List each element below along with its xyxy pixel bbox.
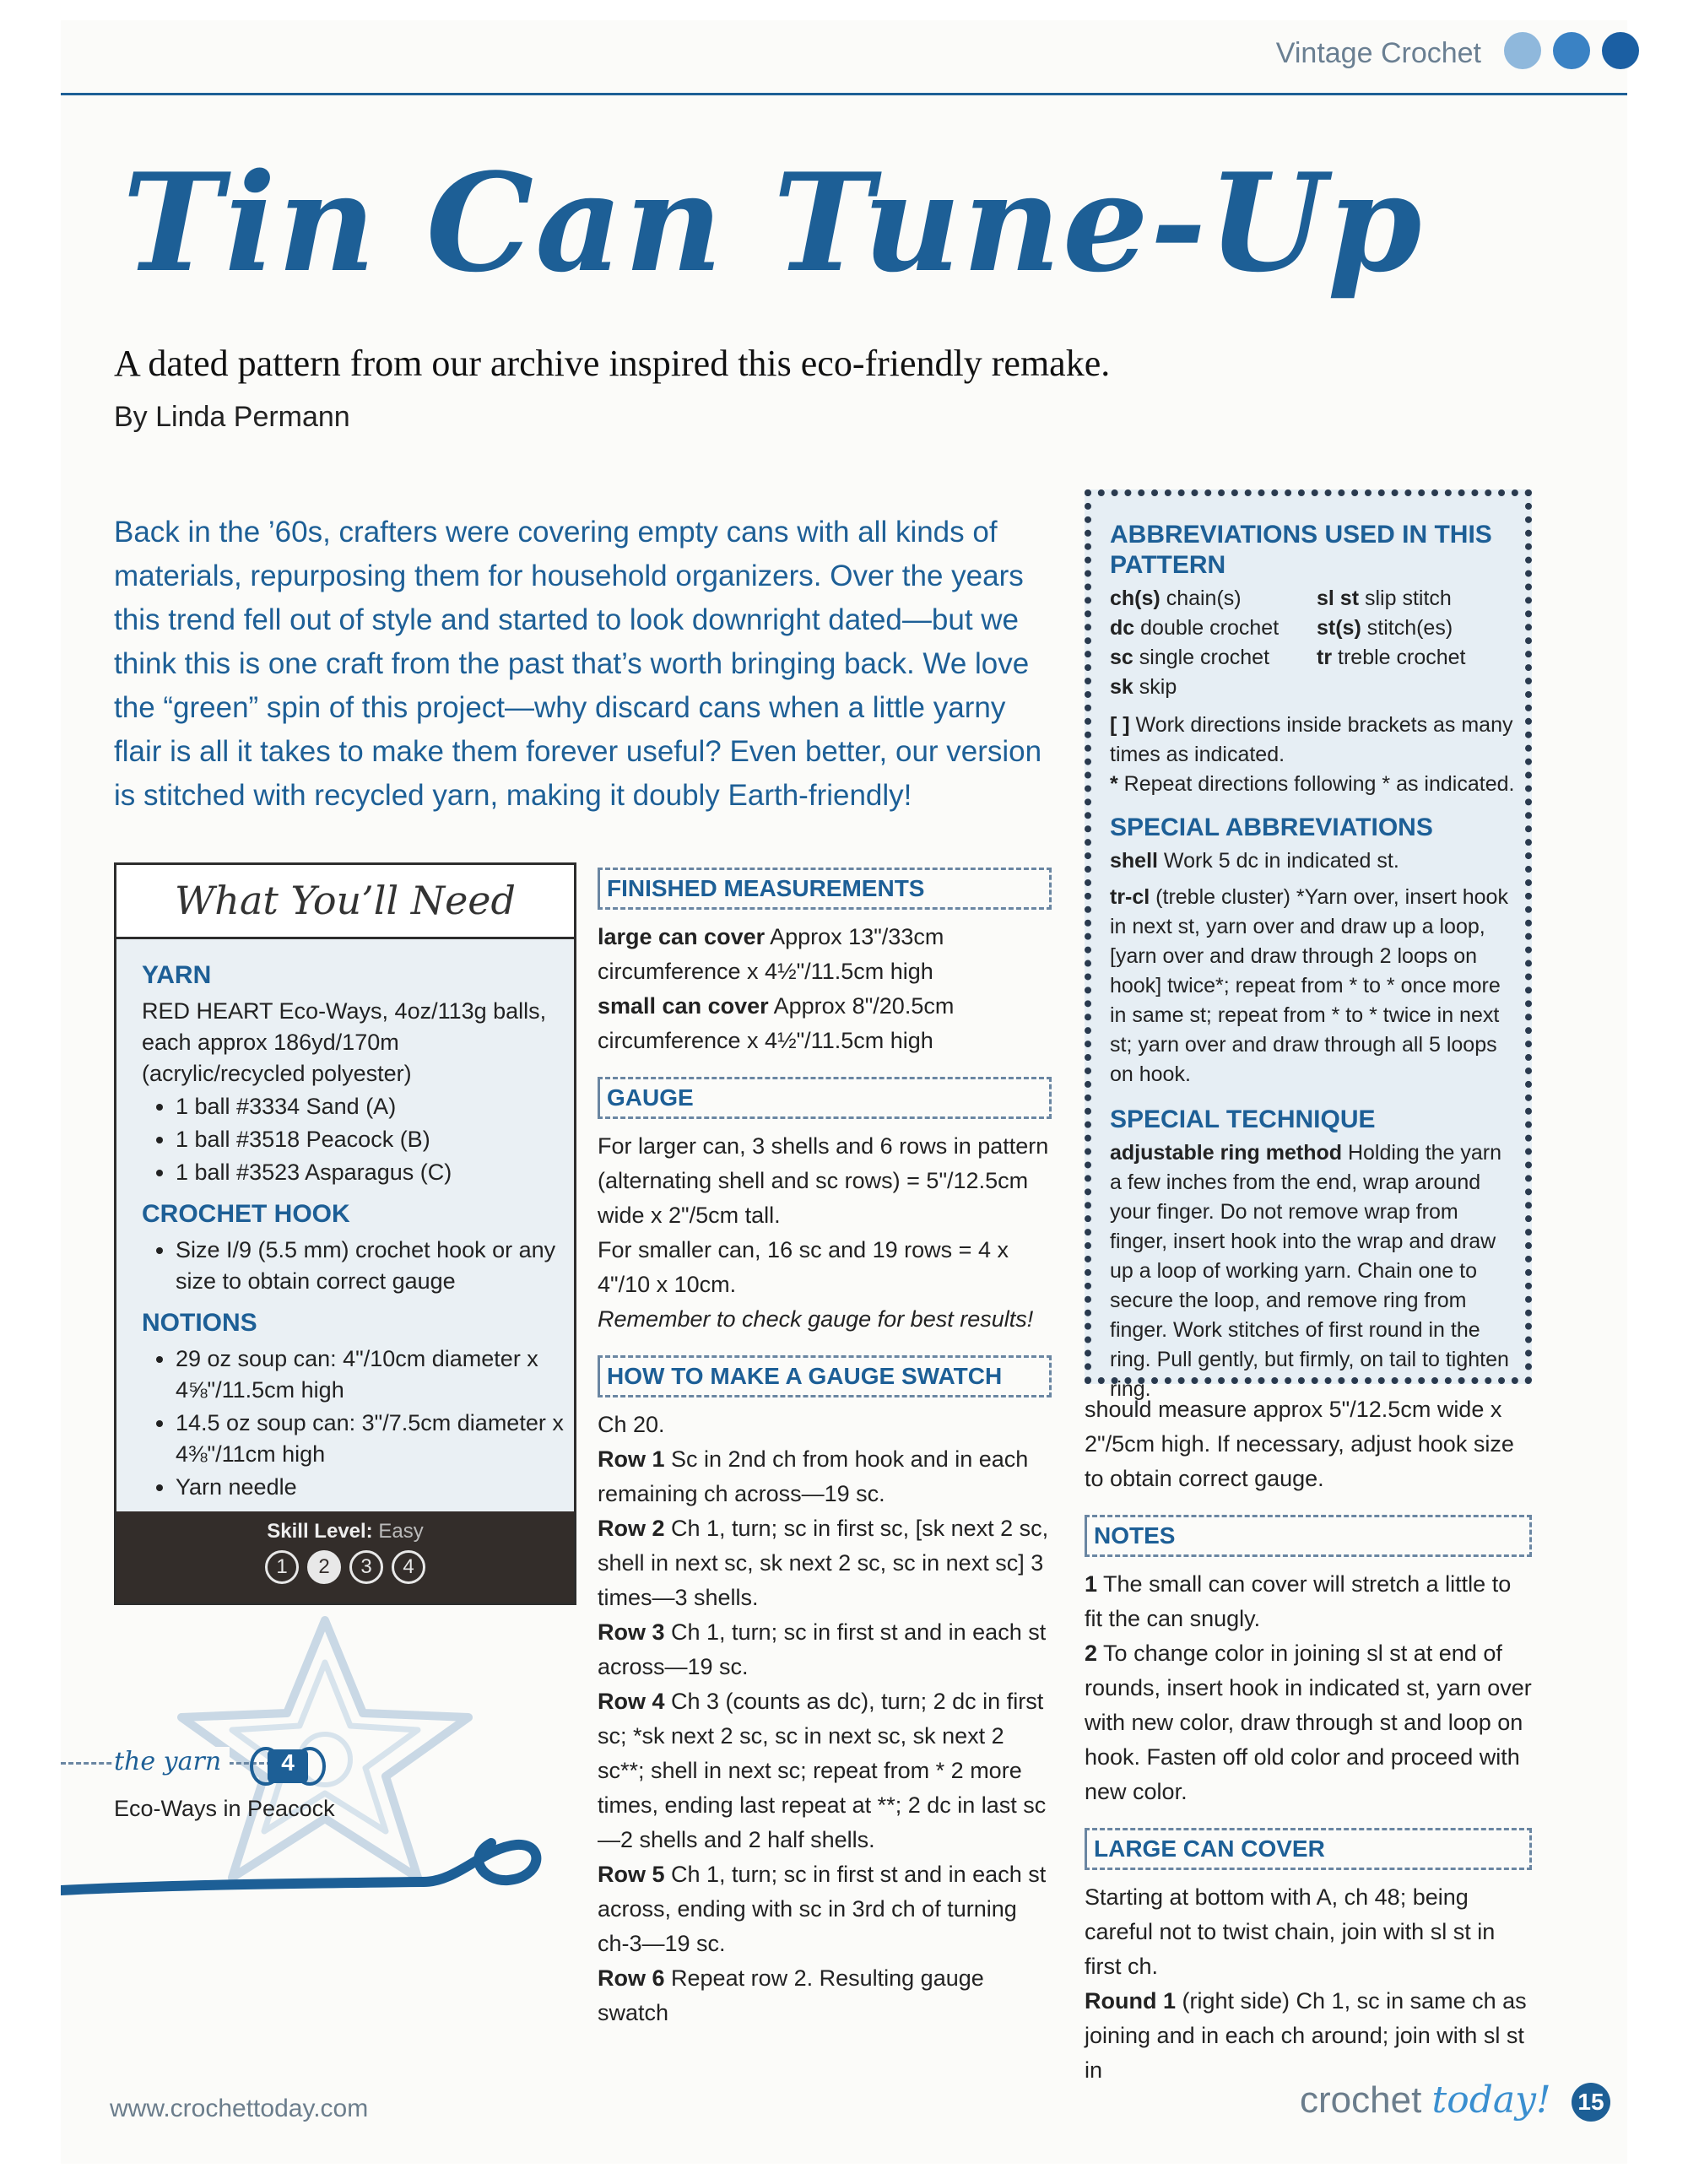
swatch-row xyxy=(598,1615,1052,1684)
row-text: Ch 1, turn; sc in first st and in each st across—19 sc. xyxy=(598,1619,1047,1679)
row-text: Ch 1, turn; sc in first st and in each st across, ending with sc in 3rd ch of turning ch-3—19 sc. xyxy=(598,1862,1047,1956)
special-technique-heading: SPECIAL TECHNIQUE xyxy=(1110,1106,1376,1133)
technique-text: Holding the yarn a few inches from the end, wrap around your finger. Do not remove wrap from finger, insert hook into the wrap and draw up a loop of working yarn. Chain one to secure the loop, and remove ring from finger. Work stitches of first round in the ring. Pull gently, but firmly, on tail to tighten ring. xyxy=(1110,1141,1509,1401)
abbreviation-entry xyxy=(1110,614,1317,643)
abbreviations-grid xyxy=(1110,584,1515,702)
hook-heading: CROCHET HOOK xyxy=(142,1200,350,1228)
yarn-strand-decoration xyxy=(61,1831,584,1907)
abbreviation-def: treble crochet xyxy=(1338,646,1466,669)
hook-list xyxy=(142,1235,564,1297)
gauge-swatch-heading: HOW TO MAKE A GAUGE SWATCH xyxy=(598,1355,1052,1397)
row-text: Ch 3 (counts as dc), turn; 2 dc in first sc; *sk next 2 sc, sc in next sc, sk next 2 sc**; shell in next sc; repeat from * 2 more times, ending last repeat at **; 2 dc in last sc—2 shells and 2 half shells. xyxy=(598,1689,1047,1852)
shell-definition xyxy=(1110,846,1515,876)
list-item: • 1 ball #3518 Peacock (B) xyxy=(176,1124,564,1155)
list-item: • 29 oz soup can: 4"/10cm diameter x 4⅝"/11.5cm high xyxy=(176,1343,564,1406)
abbreviation-def: skip xyxy=(1139,675,1177,699)
finished-measurements-heading: FINISHED MEASUREMENTS xyxy=(598,868,1052,910)
swatch-row xyxy=(598,1857,1052,1961)
header-dot-dark xyxy=(1602,32,1639,69)
list-item: • 1 ball #3523 Asparagus (C) xyxy=(176,1157,564,1188)
note-text: To change color in joining sl st at end of rounds, insert hook in indicated st, yarn over with new color, draw through st and loop on hook. Fasten off old color and proceed with new color. xyxy=(1085,1641,1532,1804)
row-label: Row 6 xyxy=(598,1965,665,1991)
yarn-description: RED HEART Eco-Ways, 4oz/113g balls, each approx 186yd/170m (acrylic/recycled polyester) xyxy=(142,998,547,1086)
skill-level-circles xyxy=(116,1550,574,1584)
middle-column xyxy=(598,868,1052,2030)
abbreviation-term: sc xyxy=(1110,646,1133,669)
skill-level-value: Easy xyxy=(378,1520,424,1543)
abbreviations-box xyxy=(1085,489,1532,1401)
article-title: Tin Can Tune-Up xyxy=(122,143,1424,302)
technique-definition xyxy=(1110,1138,1515,1404)
large-can-round xyxy=(1085,1984,1532,2088)
gauge-reminder: Remember to check gauge for best results! xyxy=(598,1306,1034,1332)
abbreviation-term: tr xyxy=(1317,646,1333,669)
swatch-row xyxy=(598,1684,1052,1857)
right-column xyxy=(1085,1392,1532,2088)
large-can-intro: Starting at bottom with A, ch 48; being careful not to twist chain, join with sl st in first ch. xyxy=(1085,1884,1496,1979)
skill-circle: 1 xyxy=(265,1550,299,1584)
magazine-logo-crochet: crochet xyxy=(1300,2079,1422,2121)
yarn-name: Eco-Ways in Peacock xyxy=(114,1796,335,1821)
list-item: • Yarn needle xyxy=(176,1472,564,1503)
trcl-text: (treble cluster) *Yarn over, insert hook in next st, yarn over and draw up a loop, [yarn over and draw through 2 loops on hook] twice*; repeat from * to * once more in same st; repeat from * to * twice in next st; yarn over and draw through all 5 loops on hook. xyxy=(1110,885,1508,1086)
shell-term: shell xyxy=(1110,849,1158,873)
abbreviation-term: sk xyxy=(1110,675,1133,699)
intro-paragraph: Back in the ’60s, crafters were covering empty cans with all kinds of materials, repurposing them for household organizers. Over the years this trend fell out of style and started to look downright dated—but we think this is one craft from the past that’s worth bringing back. We love the “green” spin of this project—why discard cans when a little yarny flair is all it takes to make them forever useful? Even better, our version is stitched with recycled yarn, making it doubly Earth-friendly! xyxy=(114,516,1042,812)
asterisk-symbol: * xyxy=(1110,772,1118,796)
large-can-text: Approx 13"/33cm circumference x 4½"/11.5cm high xyxy=(598,924,944,984)
list-item: • Size I/9 (5.5 mm) crochet hook or any size to obtain correct gauge xyxy=(176,1235,564,1297)
row-label: Row 5 xyxy=(598,1862,665,1887)
note-number: 1 xyxy=(1085,1571,1098,1597)
note-number: 2 xyxy=(1085,1641,1098,1666)
abbreviation-term: st(s) xyxy=(1317,616,1361,640)
asterisk-text: Repeat directions following * as indicated. xyxy=(1117,772,1515,796)
yarn-list xyxy=(142,1091,564,1188)
small-can-text: Approx 8"/20.5cm circumference x 4½"/11.5cm high xyxy=(598,993,955,1053)
row-text: Repeat row 2. Resulting gauge swatch xyxy=(598,1965,984,2025)
notes-heading: NOTES xyxy=(1085,1515,1532,1557)
row-label: Row 3 xyxy=(598,1619,665,1645)
large-can-heading: LARGE CAN COVER xyxy=(1085,1828,1532,1870)
abbreviation-entry xyxy=(1110,673,1317,702)
abbreviation-def: slip stitch xyxy=(1364,587,1452,610)
gauge-line: For larger can, 3 shells and 6 rows in pattern (alternating shell and sc rows) = 5"/12.5cm wide x 2"/5cm tall. xyxy=(598,1133,1049,1228)
materials-heading: What You’ll Need xyxy=(116,865,574,939)
skill-circle: 3 xyxy=(349,1550,383,1584)
yarn-label-text: the yarn xyxy=(114,1747,230,1776)
trcl-term: tr-cl xyxy=(1110,885,1150,909)
skill-circle-selected: 2 xyxy=(307,1550,341,1584)
shell-text: Work 5 dc in indicated st. xyxy=(1157,849,1399,873)
note-text: The small can cover will stretch a little to fit the can snugly. xyxy=(1085,1571,1512,1631)
gauge-heading: GAUGE xyxy=(598,1077,1052,1119)
special-abbreviations-heading: SPECIAL ABBREVIATIONS xyxy=(1110,814,1433,841)
abbreviations-heading: ABBREVIATIONS USED IN THIS PATTERN xyxy=(1110,521,1492,579)
section-label: Vintage Crochet xyxy=(1275,37,1481,69)
note-item xyxy=(1085,1567,1532,1636)
yarn-weight-number: 4 xyxy=(281,1749,295,1776)
abbreviation-term: sl st xyxy=(1317,587,1360,610)
swatch-start: Ch 20. xyxy=(598,1412,665,1437)
abbreviation-entry xyxy=(1110,584,1317,614)
note-item xyxy=(1085,1636,1532,1809)
list-item: • 1 ball #3334 Sand (A) xyxy=(176,1091,564,1122)
small-can-term: small can cover xyxy=(598,993,769,1019)
article-subtitle: A dated pattern from our archive inspired this eco-friendly remake. xyxy=(114,343,1111,384)
trcl-definition xyxy=(1110,883,1515,1089)
header-rule xyxy=(61,93,1627,95)
skill-level-text xyxy=(116,1520,574,1543)
page-number: 15 xyxy=(1572,2083,1610,2122)
round-text: (right side) Ch 1, sc in same ch as joining and in each ch around; join with sl st in xyxy=(1085,1988,1527,2083)
abbreviation-entry xyxy=(1317,584,1515,614)
notions-list xyxy=(142,1343,564,1503)
abbreviation-def: chain(s) xyxy=(1166,587,1242,610)
list-item: • 14.5 oz soup can: 3"/7.5cm diameter x 4⅜"/11cm high xyxy=(176,1408,564,1470)
swatch-continued: should measure approx 5"/12.5cm wide x 2"/5cm high. If necessary, adjust hook size to obtain correct gauge. xyxy=(1085,1397,1514,1491)
footer-url[interactable]: www.crochettoday.com xyxy=(110,2095,369,2122)
small-can-measurement xyxy=(598,989,1052,1058)
swatch-row xyxy=(598,1961,1052,2030)
round-label: Round 1 xyxy=(1085,1988,1176,2014)
skill-level-label: Skill Level: xyxy=(267,1520,373,1543)
row-label: Row 2 xyxy=(598,1516,665,1541)
abbreviation-entry xyxy=(1317,614,1515,643)
abbreviation-def: double crochet xyxy=(1140,616,1280,640)
materials-body xyxy=(142,949,564,1505)
technique-term: adjustable ring method xyxy=(1110,1141,1343,1165)
notions-heading: NOTIONS xyxy=(142,1309,257,1337)
brackets-symbol: [ ] xyxy=(1110,713,1130,737)
abbreviations-content xyxy=(1110,515,1515,1404)
abbreviation-term: ch(s) xyxy=(1110,587,1160,610)
row-label: Row 1 xyxy=(598,1446,665,1472)
large-can-term: large can cover xyxy=(598,924,766,949)
asterisk-explanation xyxy=(1110,770,1515,799)
byline: By Linda Permann xyxy=(114,401,350,433)
magazine-logo-today: today! xyxy=(1431,2079,1551,2122)
swatch-row xyxy=(598,1442,1052,1511)
header-dots xyxy=(1504,32,1639,69)
brackets-text: Work directions inside brackets as many times as indicated. xyxy=(1110,713,1513,766)
brackets-explanation xyxy=(1110,711,1515,770)
swatch-row xyxy=(598,1511,1052,1615)
magazine-logo xyxy=(1300,2079,1551,2122)
materials-box xyxy=(114,862,576,1605)
gauge-line: For smaller can, 16 sc and 19 rows = 4 x 4"/10 x 10cm. xyxy=(598,1237,1009,1297)
header-dot-light xyxy=(1504,32,1541,69)
row-text: Sc in 2nd ch from hook and in each remaining ch across—19 sc. xyxy=(598,1446,1029,1506)
abbreviation-entry xyxy=(1110,643,1317,673)
abbreviation-entry xyxy=(1317,643,1515,673)
yarn-heading: YARN xyxy=(142,961,212,989)
abbreviation-def: single crochet xyxy=(1139,646,1270,669)
abbreviation-def: stitch(es) xyxy=(1366,616,1453,640)
row-label: Row 4 xyxy=(598,1689,665,1714)
abbreviation-term: dc xyxy=(1110,616,1135,640)
large-can-measurement xyxy=(598,920,1052,989)
skill-circle: 4 xyxy=(392,1550,425,1584)
skill-level-bar xyxy=(116,1511,574,1603)
row-text: Ch 1, turn; sc in first sc, [sk next 2 sc, shell in next sc, sk next 2 sc, sc in next sc] 3 times—3 shells. xyxy=(598,1516,1049,1610)
header-dot-medium xyxy=(1553,32,1590,69)
